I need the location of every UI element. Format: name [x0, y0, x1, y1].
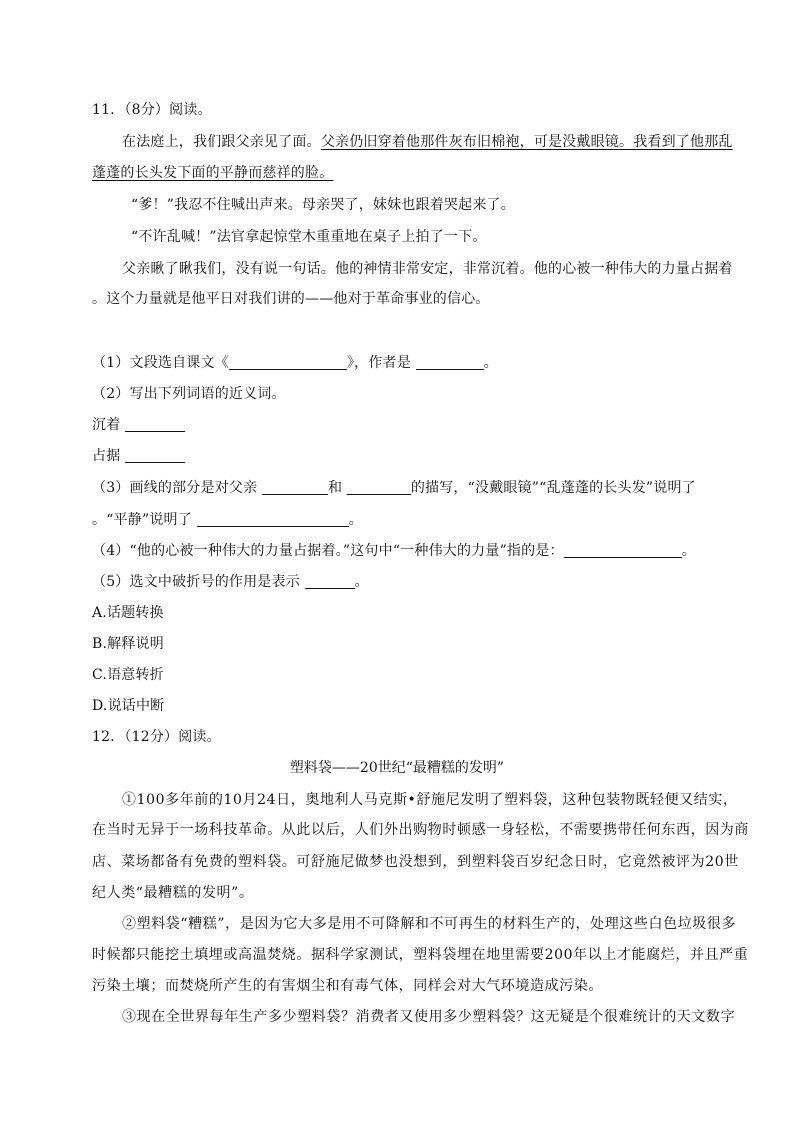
sub-question-3 [92, 479, 696, 497]
word-label: 占据 [92, 448, 121, 464]
sub-question-3-cont [92, 511, 363, 529]
article-line: ②塑料袋“糟糕”，是因为它大多是用不可降解和不可再生的材料生产的，处理这些白色垃圾很多 [122, 916, 737, 932]
passage-line [122, 133, 733, 151]
answer-blank-lesson[interactable] [229, 355, 347, 370]
answer-blank-power[interactable] [564, 543, 682, 558]
underlined-text: 蓬蓬的长头发下面的平静而慈祥的脸。 [92, 165, 334, 181]
question-11-header: 11．（8分）阅读。 [92, 102, 212, 118]
answer-blank-synonym-1[interactable] [125, 417, 185, 432]
sub-question-text: 。 [348, 512, 363, 528]
passage-text: 在法庭上，我们跟父亲见了面。 [122, 134, 321, 150]
sub-question-text: 。“平静”说明了 [92, 512, 192, 528]
passage-line: 。这个力量就是他平日对我们讲的——他对于革命事业的信心。 [92, 291, 490, 307]
answer-blank-description-1[interactable] [262, 480, 328, 495]
article-line: 店、菜场都备有免费的塑料袋。可舒施尼做梦也没想到，到塑料袋百岁纪念日时，它竟然被评为20世 [92, 854, 739, 870]
option-b[interactable]: B.解释说明 [92, 636, 164, 652]
sub-question-text: （1）文段选自课文《 [92, 355, 229, 371]
article-line: 污染土壤；而焚烧所产生的有害烟尘和有毒气体，同样会对大气环境造成污染。 [92, 978, 603, 994]
sub-question-text: （4）“他的心被一种伟大的力量占据着。”这句中“一种伟大的力量”指的是： [92, 543, 564, 559]
passage-line: “不许乱喊！”法官拿起惊堂木重重地在桌子上拍了一下。 [131, 229, 487, 245]
article-line: 时候都只能挖土填埋或高温焚烧。据科学家测试，塑料袋埋在地里需要200年以上才能腐烂，并且严重 [92, 947, 749, 963]
article-line: ①100多年前的10月24日，奥地利人马克斯•舒施尼发明了塑料袋，这种包装物既轻便又结实， [122, 792, 738, 808]
answer-blank-description-2[interactable] [347, 480, 411, 495]
sub-question-2: （2）写出下列词语的近义词。 [92, 386, 286, 402]
article-title: 塑料袋——20世纪“最糟糕的发明” [289, 760, 505, 776]
sub-question-text: 》，作者是 [346, 355, 411, 371]
word-label: 沉着 [92, 417, 121, 433]
sub-question-text: 。 [483, 355, 498, 371]
sub-question-text: 的描写，“没戴眼镜”“乱蓬蓬的长头发”说明了 [410, 480, 696, 496]
answer-blank-calm[interactable] [197, 512, 349, 527]
article-line: 纪人类“最糟糕的发明”。 [92, 885, 254, 901]
sub-question-text: 。 [681, 543, 696, 559]
sub-question-4 [92, 542, 696, 560]
option-a[interactable]: A.话题转换 [92, 605, 164, 621]
sub-question-1 [92, 354, 498, 372]
sub-question-5 [92, 573, 369, 591]
answer-blank-synonym-2[interactable] [125, 448, 185, 463]
option-c[interactable]: C.语意转折 [92, 667, 164, 683]
synonym-row [92, 416, 185, 434]
answer-blank-author[interactable] [416, 355, 484, 370]
sub-question-text: 和 [327, 480, 343, 496]
passage-line: “爹！”我忍不住喊出声来。母亲哭了，妹妹也跟着哭起来了。 [131, 197, 515, 213]
sub-question-text: 。 [354, 574, 369, 590]
passage-line: 父亲瞅了瞅我们，没有说一句话。他的神情非常安定，非常沉着。他的心被一种伟大的力量占据着 [122, 261, 733, 277]
question-12-header: 12．（12分）阅读。 [92, 729, 221, 745]
passage-line [92, 164, 333, 182]
article-line: 在当时无异于一场科技革命。从此以后，人们外出购物时顿感一身轻松，不需要携带任何东西，因为商 [92, 822, 749, 838]
sub-question-text: （5）选文中破折号的作用是表示 [92, 574, 300, 590]
option-d[interactable]: D.说话中断 [92, 698, 165, 714]
synonym-row [92, 447, 185, 465]
article-line: ③现在全世界每年生产多少塑料袋？消费者又使用多少塑料袋？这无疑是个很难统计的天文数字 [122, 1009, 736, 1025]
underlined-text: 父亲仍旧穿着他那件灰布旧棉袍，可是没戴眼镜。我看到了他那乱 [320, 134, 733, 150]
sub-question-text: （3）画线的部分是对父亲 [92, 480, 258, 496]
answer-blank-dash[interactable] [305, 574, 355, 589]
